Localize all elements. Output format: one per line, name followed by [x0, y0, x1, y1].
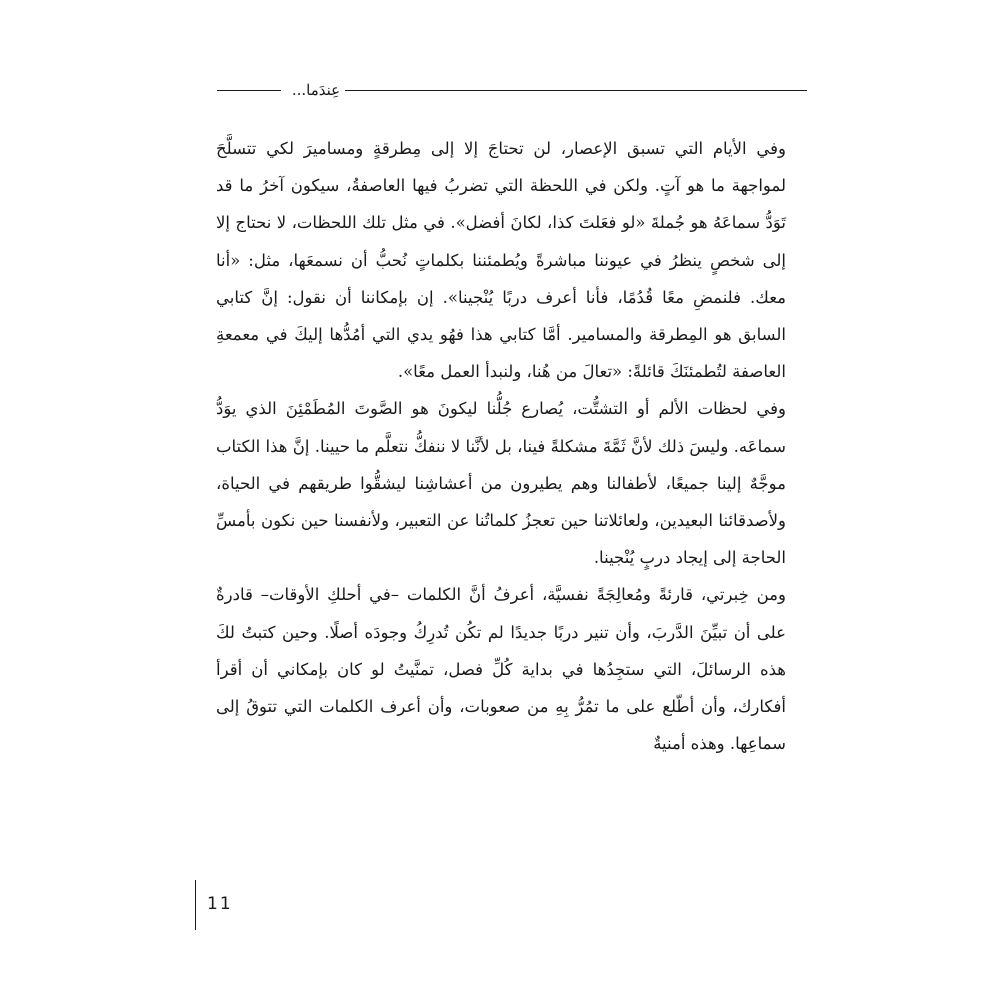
- header-rule-left: [217, 90, 281, 91]
- page-footer: [195, 880, 255, 930]
- paragraph-1: وفي الأيام التي تسبق الإعصار، لن تحتاجَ إلا إلى مِطرقةٍ ومساميرَ لكي تتسلَّحَ لمواجهة ما هو آتٍ. ولكن في اللحظة التي تضربُ فيها العاصفةُ، سيكون آخرُ ما قد تَوَدُّ سماعَهُ هو جُملةَ «لو فعَلتَ كذا، لكانَ أفضل». في مثل تلك اللحظات، لا نحتاج إلا إلى شخصٍ ينظرُ في عيوننا مباشرةً ويُطمئننا بكلماتٍ نُحبُّ أن نسمعَها، مثل: «أنا معك. فلنمضِ معًا قُدُمًا، فأنا أعرف دربًا يُنْجينا». إن بإمكاننا أن نقول: إنَّ كتابي السابق هو المِطرقة والمسامير. أمَّا كتابي هذا فهُو يدي التي أمُدُّها إليكَ في معمعةِ العاصفة لتُطمئنَكَ قائلةً: «تعالَ من هُنا، ولنبدأ العمل معًا».: [216, 139, 786, 382]
- body-text: [216, 130, 786, 762]
- running-header: [217, 78, 807, 104]
- footer-rule: [195, 880, 196, 930]
- header-rule-right: [345, 90, 807, 91]
- page-number: 11: [207, 894, 233, 914]
- header-title: عِندَما...: [291, 81, 341, 99]
- paragraph-2: وفي لحظات الألم أو التشتُّت، يُصارع جُلُّنا ليكونَ هو الصَّوتَ المُطَمْئِنَ الذي يوَدُّ سماعَه. وليسَ ذلك لأنَّ ثَمَّةَ مشكلةً فينا، بل لأنَّنا لا ننفكُّ نتعلَّم ما حيينا. إنَّ هذا الكتاب موجَّهٌ إلينا جميعًا، لأطفالنا وهم يطيرون من أعشاشِنا ليشقُّوا طريقهم في الحياة، ولأصدقائنا البعيدين، ولعائلاتنا حين تعجزُ كلماتُنا عن التعبير، ولأنفسنا حين نكون بأمسِّ الحاجة إلى إيجاد دربٍ يُنْجينا.: [216, 399, 786, 568]
- paragraph-3: ومن خِبرتي، قارئةً ومُعالِجَةً نفسيَّة، أعرفُ أنَّ الكلمات –في أحلكِ الأوقات– قادرةٌ على أن تبيِّنَ الدَّربَ، وأن تنير دربًا جديدًا لم تكُن تُدرِكُ وجودَه أصلًا. وحين كتبتُ لكَ هذه الرسائلَ، التي ستجِدُها في بداية كُلِّ فصل، تمنَّيتُ لو كان بإمكاني أن أقرأ أفكارك، وأن أطّلع على ما تمُرُّ بِهِ من صعوبات، وأن أعرف الكلمات التي تتوقُ إلى سماعِها. وهذه أمنيةٌ: [216, 585, 786, 754]
